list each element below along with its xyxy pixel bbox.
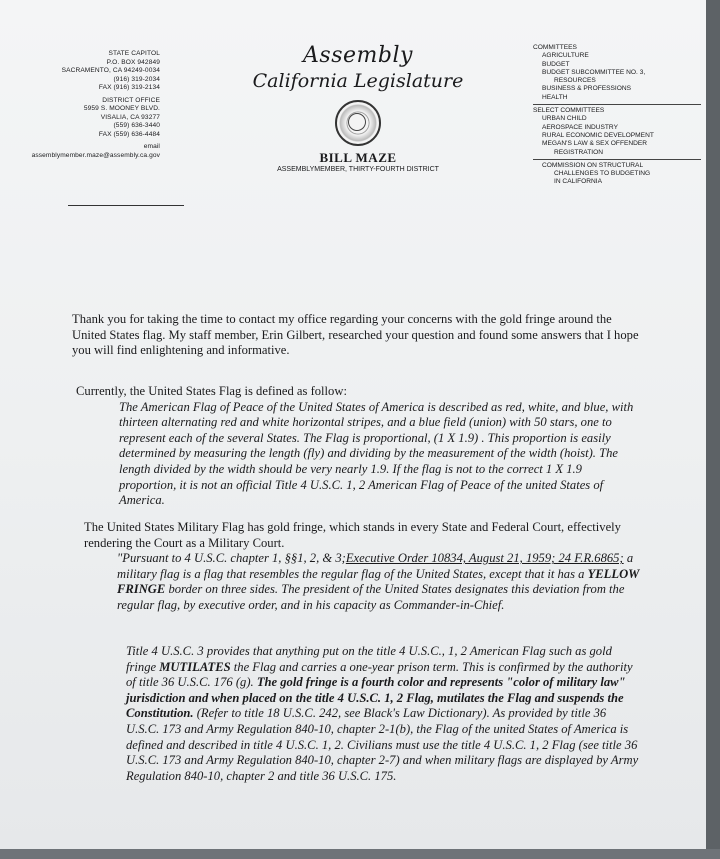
capitol-fax: FAX (916) 319-2134 [98,84,160,91]
select-committee-item: RURAL ECONOMIC DEVELOPMENT [542,131,654,139]
military-flag-paragraph [84,520,644,614]
flag-definition-intro: Currently, the United States Flag is defined as follow: [76,384,347,398]
committees-block [533,44,701,187]
select-committees-label: SELECT COMMITTEES [533,107,605,115]
committee-item: RESOURCES [554,77,596,85]
flag-definition-paragraph [76,384,636,509]
district-street: 5959 S. MOONEY BLVD. [83,105,160,112]
select-committee-item: URBAN CHILD [542,115,587,123]
executive-order-reference: Executive Order 10834, August 21, 1959; 24 F.R.6865; [345,551,624,566]
capitol-label: STATE CAPITOL [108,50,160,57]
letterhead [243,43,473,173]
capitol-city: SACRAMENTO, CA 94249-0034 [61,67,160,74]
letter-body [72,312,640,783]
district-phone: (559) 636-3440 [113,122,160,129]
title4-text: the Flag and carries a one-year prison term. This is confirmed by the authority of title 36 U.S.C. 176 (g). [126,659,633,690]
military-flag-intro: The United States Military Flag has gold fringe, which stands in every State and Federal Court, effectively rendering the Court as a Military Court. [84,520,621,550]
committee-item: BUSINESS & PROFESSIONS [542,85,632,93]
member-title: ASSEMBLYMEMBER, THIRTY-FOURTH DISTRICT [277,166,439,173]
mutilates-text: MUTILATES [159,659,231,674]
committee-item: BUDGET [542,60,570,68]
quote-text: border on three sides. The president of the United States designates this deviation from the regular flag, by executive order, and in his capacity as Commander-in-Chief. [117,582,625,612]
commission-line: COMMISSION ON STRUCTURAL [542,161,644,169]
committee-item: BUDGET SUBCOMMITTEE NO. 3, [542,68,646,76]
title4-paragraph [126,644,641,784]
flag-definition-quote: The American Flag of Peace of the United States of America is described as red, white, and blue, with thirteen alternating red and white horizontal stripes, and a blue field (union) with 50 stars, one to represent each of the several States. The Flag is proportional, (1 X 1.9) . This proportion is easily determined by measuring the length (fly) and dividing by the measurement of the width (hoist). The length divided by the width should be very nearly 1.9. If the flag is not to the correct 1 X 1.9 proportion, it is not an official Title 4 U.S.C. 1, 2 American Flag of Peace of the united States of America. [119,399,634,508]
title4-text: (Refer to title 18 U.S.C. 242, see Black's Law Dictionary). As provided by title 36 U.S.C. 173 and Army Regulation 840-10, chapter 2-1(b), the Flag of the united States of America is defined and described in title 4 U.S.C. 1, 2. Civilians must use the title 4 U.S.C. 1, 2 Flag (see title 36 U.S.C. 173 and Army Regulation 840-10, chapter 2-7) and when military flags are displayed by Army Regulation 840-10, chapter 2 and title 36 U.S.C. 175. [126,706,639,783]
select-committee-item: REGISTRATION [554,148,603,156]
district-label: DISTRICT OFFICE [102,96,160,104]
quote-text: a military flag is a flag that resembles the regular flag of the United States, except that it has a [117,551,634,581]
capitol-phone: (916) 319-2034 [113,75,160,83]
page-bottom-edge [0,849,720,859]
legislature-title: California Legislature [252,70,464,92]
email-address: assemblymember.maze@assembly.ca.gov [31,151,160,159]
quote-text: "Pursuant to 4 U.S.C. chapter 1, §§1, 2, & 3; [117,551,346,566]
intro-paragraph: Thank you for taking the time to contact my office regarding your concerns with the gold fringe around the United States flag. My staff member, Erin Gilbert, researched your question and found some answers that I hope you will find enlightening and informative. [72,312,639,358]
office-address-block [8,50,160,160]
title4-text: Title 4 U.S.C. 3 provides that anything put on the title 4 U.S.C., 1, 2 American Flag such as gold fringe [126,644,612,674]
capitol-box: P.O. BOX 942849 [106,58,160,66]
district-city: VISALIA, CA 93277 [100,113,160,121]
yellow-fringe-text: YELLOW FRINGE [117,566,640,597]
divider [533,159,701,160]
military-flag-quote [84,551,644,613]
select-committee-item: MEGAN'S LAW & SEX OFFENDER [542,140,648,148]
page-edge-shadow [706,0,720,859]
committees-label: COMMITTEES [533,44,577,51]
assembly-title: Assembly [303,43,413,68]
select-committee-item: AEROSPACE INDUSTRY [542,123,618,131]
commission-line: CHALLENGES TO BUDGETING [554,170,651,178]
gold-fringe-statement: The gold fringe is a fourth color and represents "color of military law" jurisdiction and when placed on the title 4 U.S.C. 1, 2 Flag, mutilates the Flag and suspends the Constitution. [126,675,626,721]
email-label: email [143,143,160,150]
district-fax: FAX (559) 636-4484 [98,130,160,138]
committee-item: HEALTH [542,93,568,101]
state-seal-icon [335,100,381,146]
committee-item: AGRICULTURE [542,52,589,60]
divider [533,104,701,105]
signature-line [68,205,184,206]
commission-line: IN CALIFORNIA [554,178,602,186]
member-name: BILL MAZE [319,150,397,165]
